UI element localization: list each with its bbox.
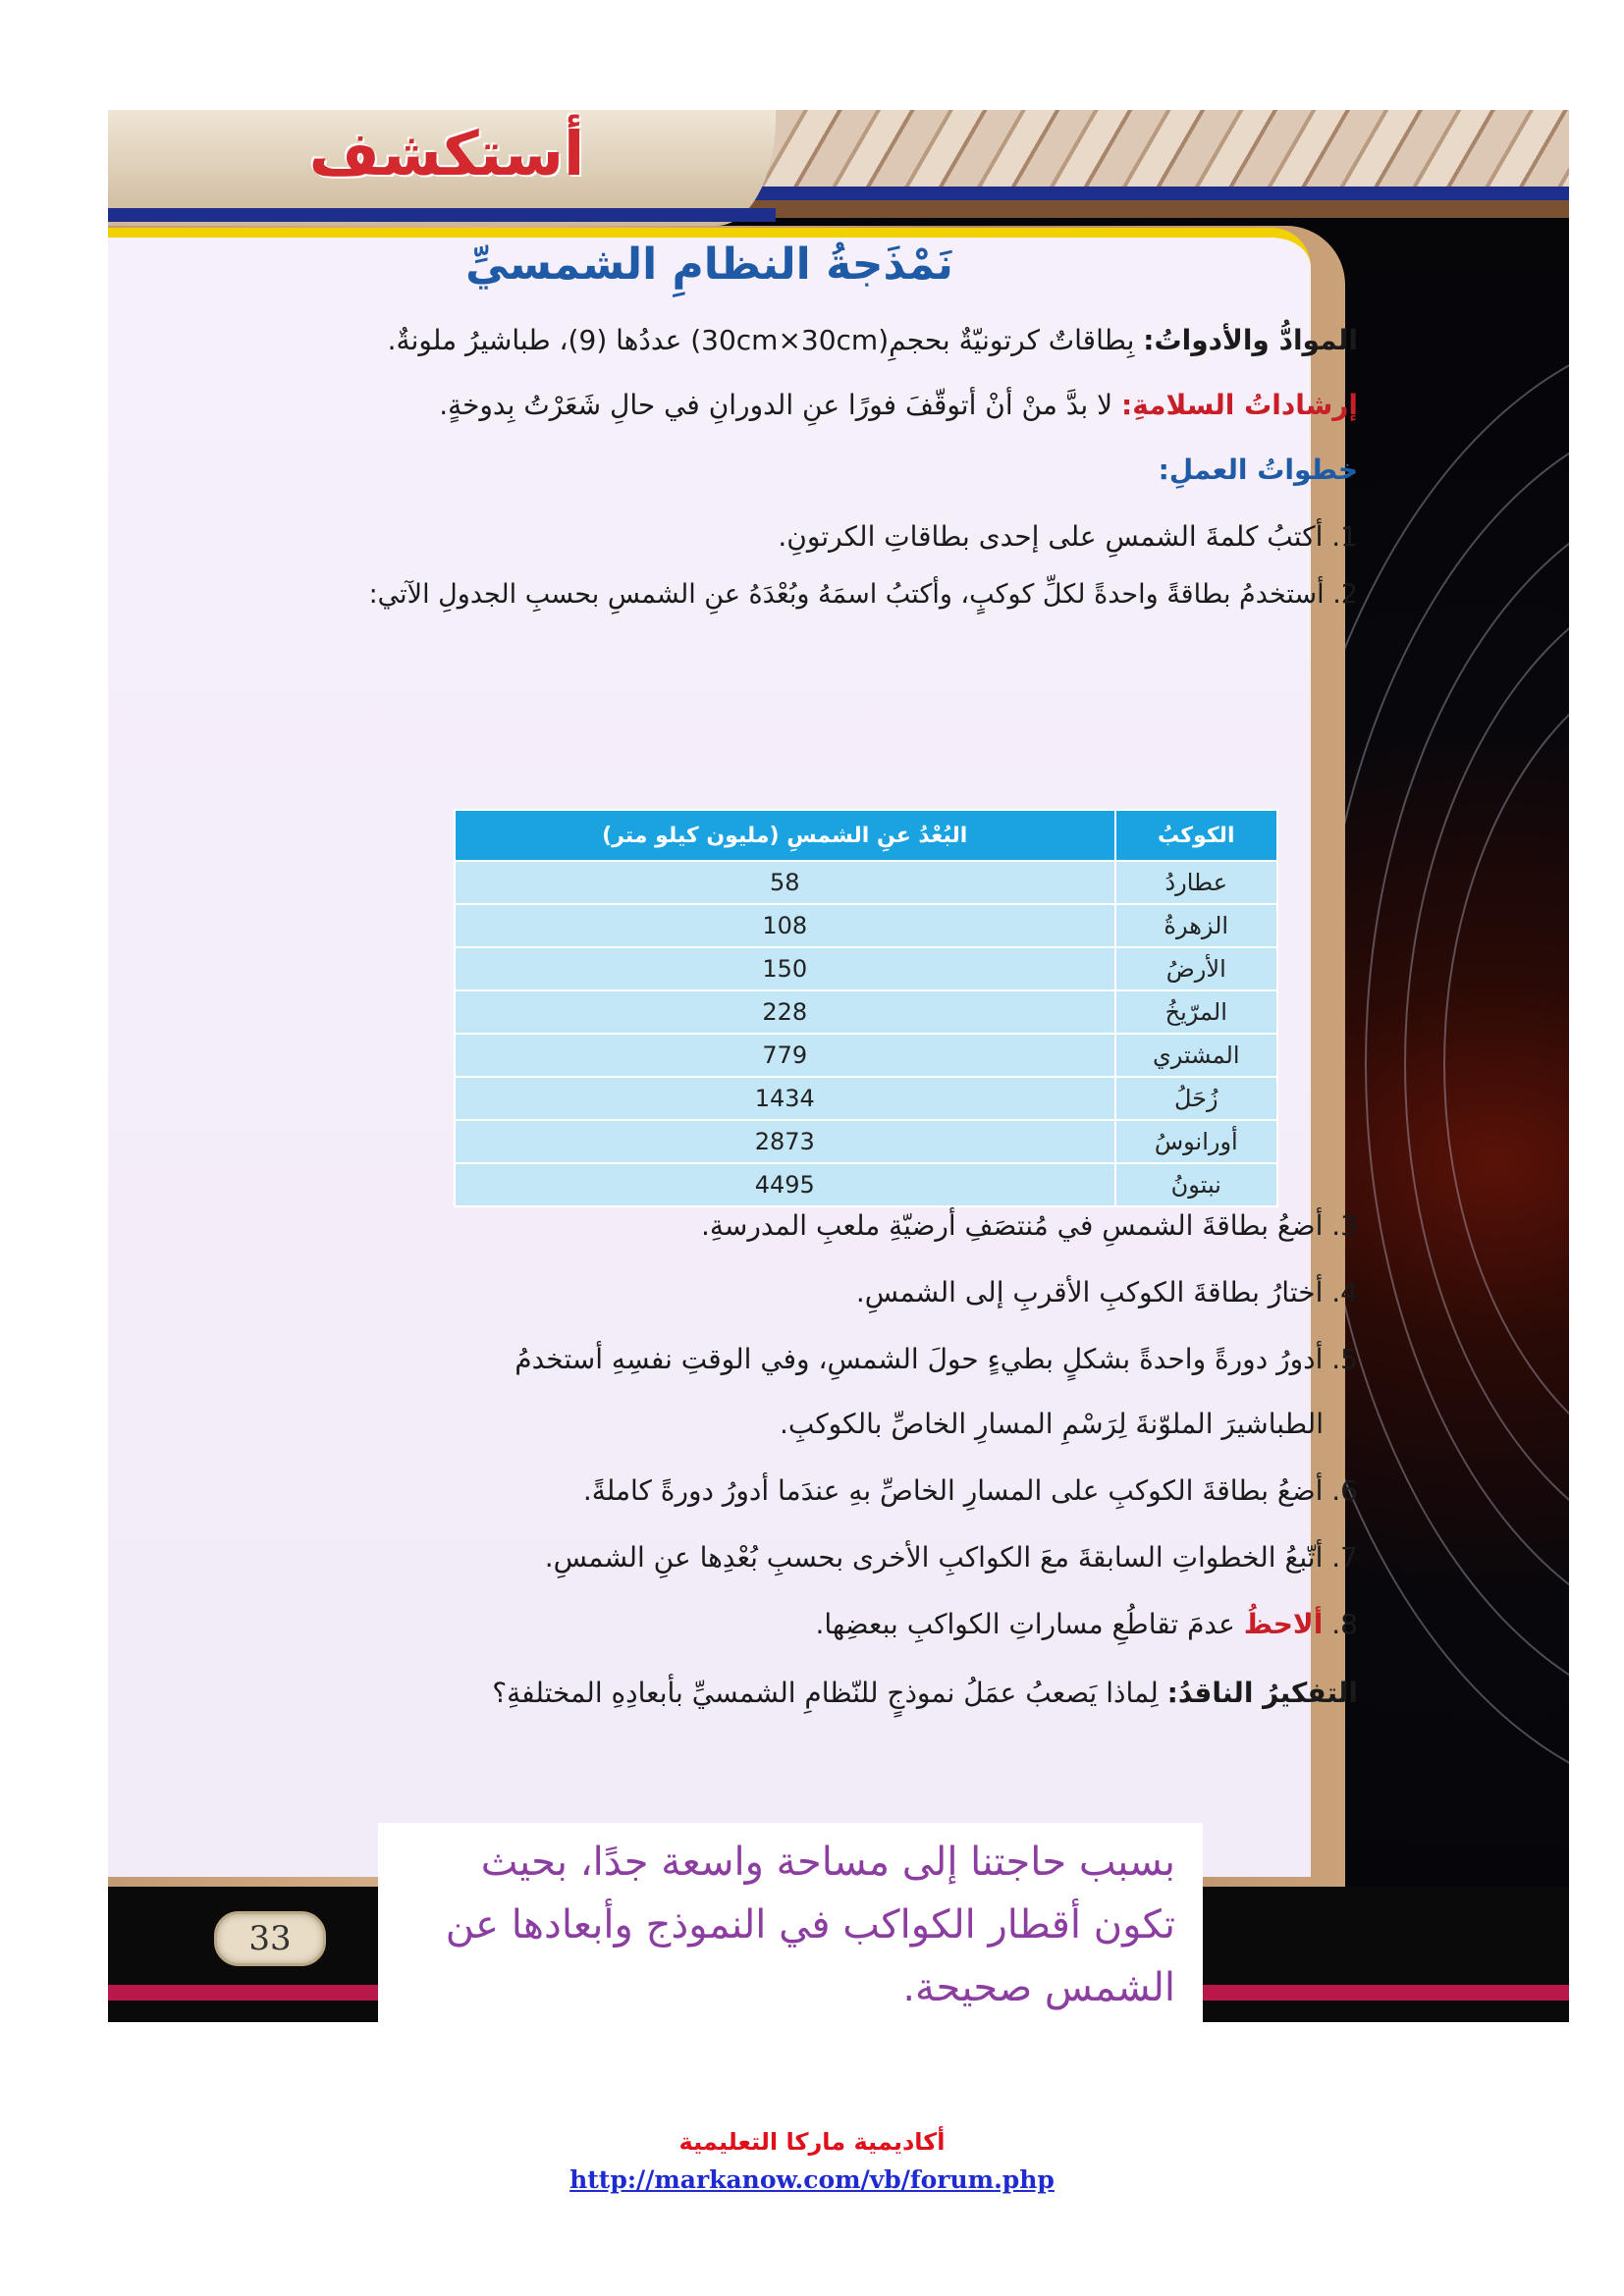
critical-thinking-line (248, 1677, 1358, 1709)
table-row (455, 904, 1277, 947)
distance-cell: 779 (455, 1034, 1115, 1077)
steps-heading: خطواتُ العملِ: (1158, 454, 1358, 486)
planet-cell: المرّيخُ (1115, 990, 1277, 1034)
credit-link[interactable]: http://markanow.com/vb/forum.php (569, 2165, 1055, 2194)
materials-label: الموادُّ والأدواتُ: (1143, 324, 1358, 356)
safety-text: لا بدَّ منْ أنْ أتوقّفَ فورًا عنِ الدورانِ في حالِ شَعَرْتُ بِدوخةٍ. (439, 389, 1113, 421)
materials-line (248, 324, 1358, 356)
header-pattern (697, 110, 1569, 188)
textbook-page (108, 110, 1569, 2022)
step-5: 5. أدورُ دورةً واحدةً بشكلٍ بطيءٍ حولَ الشمسِ، وفي الوقتِ نفسِهِ أستخدمُ (514, 1343, 1358, 1375)
distance-cell: 228 (455, 990, 1115, 1034)
critical-thinking-label: التفكيرُ الناقدُ: (1166, 1677, 1358, 1709)
table-header-row (455, 810, 1277, 861)
step-8-text: عدمَ تقاطُعِ مساراتِ الكواكبِ ببعضِها. (815, 1608, 1235, 1640)
section-label: أستكشف (308, 118, 585, 189)
answer-box: بسبب حاجتنا إلى مساحة واسعة جدًا، بحيث تكون أقطار الكواكب في النموذج وأبعادها عن الشمس صحيحة. (378, 1823, 1203, 2022)
table-row (455, 1034, 1277, 1077)
table-row (455, 1077, 1277, 1120)
step-5-continued: الطباشيرَ الملوّنةَ لِرَسْمِ المسارِ الخاصِّ بالكوكبِ. (779, 1408, 1324, 1440)
step-3: 3. أضعُ بطاقةَ الشمسِ في مُنتصَفِ أرضيّةِ ملعبِ المدرسةِ. (700, 1209, 1358, 1242)
materials-text: بِطاقاتٌ كرتونيّةٌ بحجمِ(30cm×30cm) عددُها (9)، طباشيرُ ملونةٌ. (387, 324, 1135, 356)
planet-cell: المشتري (1115, 1034, 1277, 1077)
section-tab (108, 110, 776, 226)
distance-cell: 58 (455, 861, 1115, 904)
distance-cell: 4495 (455, 1163, 1115, 1206)
planet-cell: نبتونُ (1115, 1163, 1277, 1206)
planet-cell: زُحَلُ (1115, 1077, 1277, 1120)
table-row (455, 990, 1277, 1034)
table-row (455, 861, 1277, 904)
lesson-title: نَمْذَجةُ النظامِ الشمسيِّ (465, 240, 953, 290)
step-2: 2. أستخدمُ بطاقةً واحدةً لكلِّ كوكبٍ، وأكتبُ اسمَهُ وبُعْدَهُ عنِ الشمسِ بحسبِ الجدولِ الآتي: (368, 579, 1358, 610)
table-row (455, 1163, 1277, 1206)
header-planet: الكوكبُ (1115, 810, 1277, 861)
planet-cell: الأرضُ (1115, 947, 1277, 990)
distance-cell: 1434 (455, 1077, 1115, 1120)
planet-cell: أورانوسُ (1115, 1120, 1277, 1163)
planet-cell: الزهرةُ (1115, 904, 1277, 947)
step-8-number: 8. (1331, 1608, 1358, 1640)
safety-line (248, 389, 1358, 421)
planet-cell: عطاردُ (1115, 861, 1277, 904)
safety-label: إرشاداتُ السلامةِ: (1121, 389, 1358, 421)
distance-cell: 108 (455, 904, 1115, 947)
step-4: 4. أختارُ بطاقةَ الكوكبِ الأقربِ إلى الشمسِ. (855, 1276, 1358, 1308)
step-8 (248, 1608, 1358, 1640)
table-row (455, 947, 1277, 990)
header-distance: البُعْدُ عنِ الشمسِ (مليون كيلو متر) (455, 810, 1115, 861)
step-1: 1. أكتبُ كلمةَ الشمسِ على إحدى بطاقاتِ الكرتونِ. (778, 520, 1358, 553)
step-6: 6. أضعُ بطاقةَ الكوكبِ على المسارِ الخاصِّ بهِ عندَما أدورُ دورةً كاملةً. (582, 1474, 1358, 1507)
planet-distance-table (454, 809, 1278, 1207)
distance-cell: 150 (455, 947, 1115, 990)
step-8-highlight: ألاحظُ (1243, 1608, 1324, 1640)
header-blue-line (697, 187, 1569, 200)
credit-name: أكاديمية ماركا التعليمية (678, 2128, 946, 2156)
distance-cell: 2873 (455, 1120, 1115, 1163)
page-number: 33 (214, 1911, 326, 1966)
critical-thinking-question: لِماذا يَصعبُ عمَلُ نموذجٍ للنّظامِ الشمسيِّ بأبعادِهِ المختلفةِ؟ (492, 1677, 1159, 1709)
table-row (455, 1120, 1277, 1163)
step-7: 7. أتّبعُ الخطواتِ السابقةَ معَ الكواكبِ الأخرى بحسبِ بُعْدِها عنِ الشمسِ. (544, 1541, 1358, 1574)
